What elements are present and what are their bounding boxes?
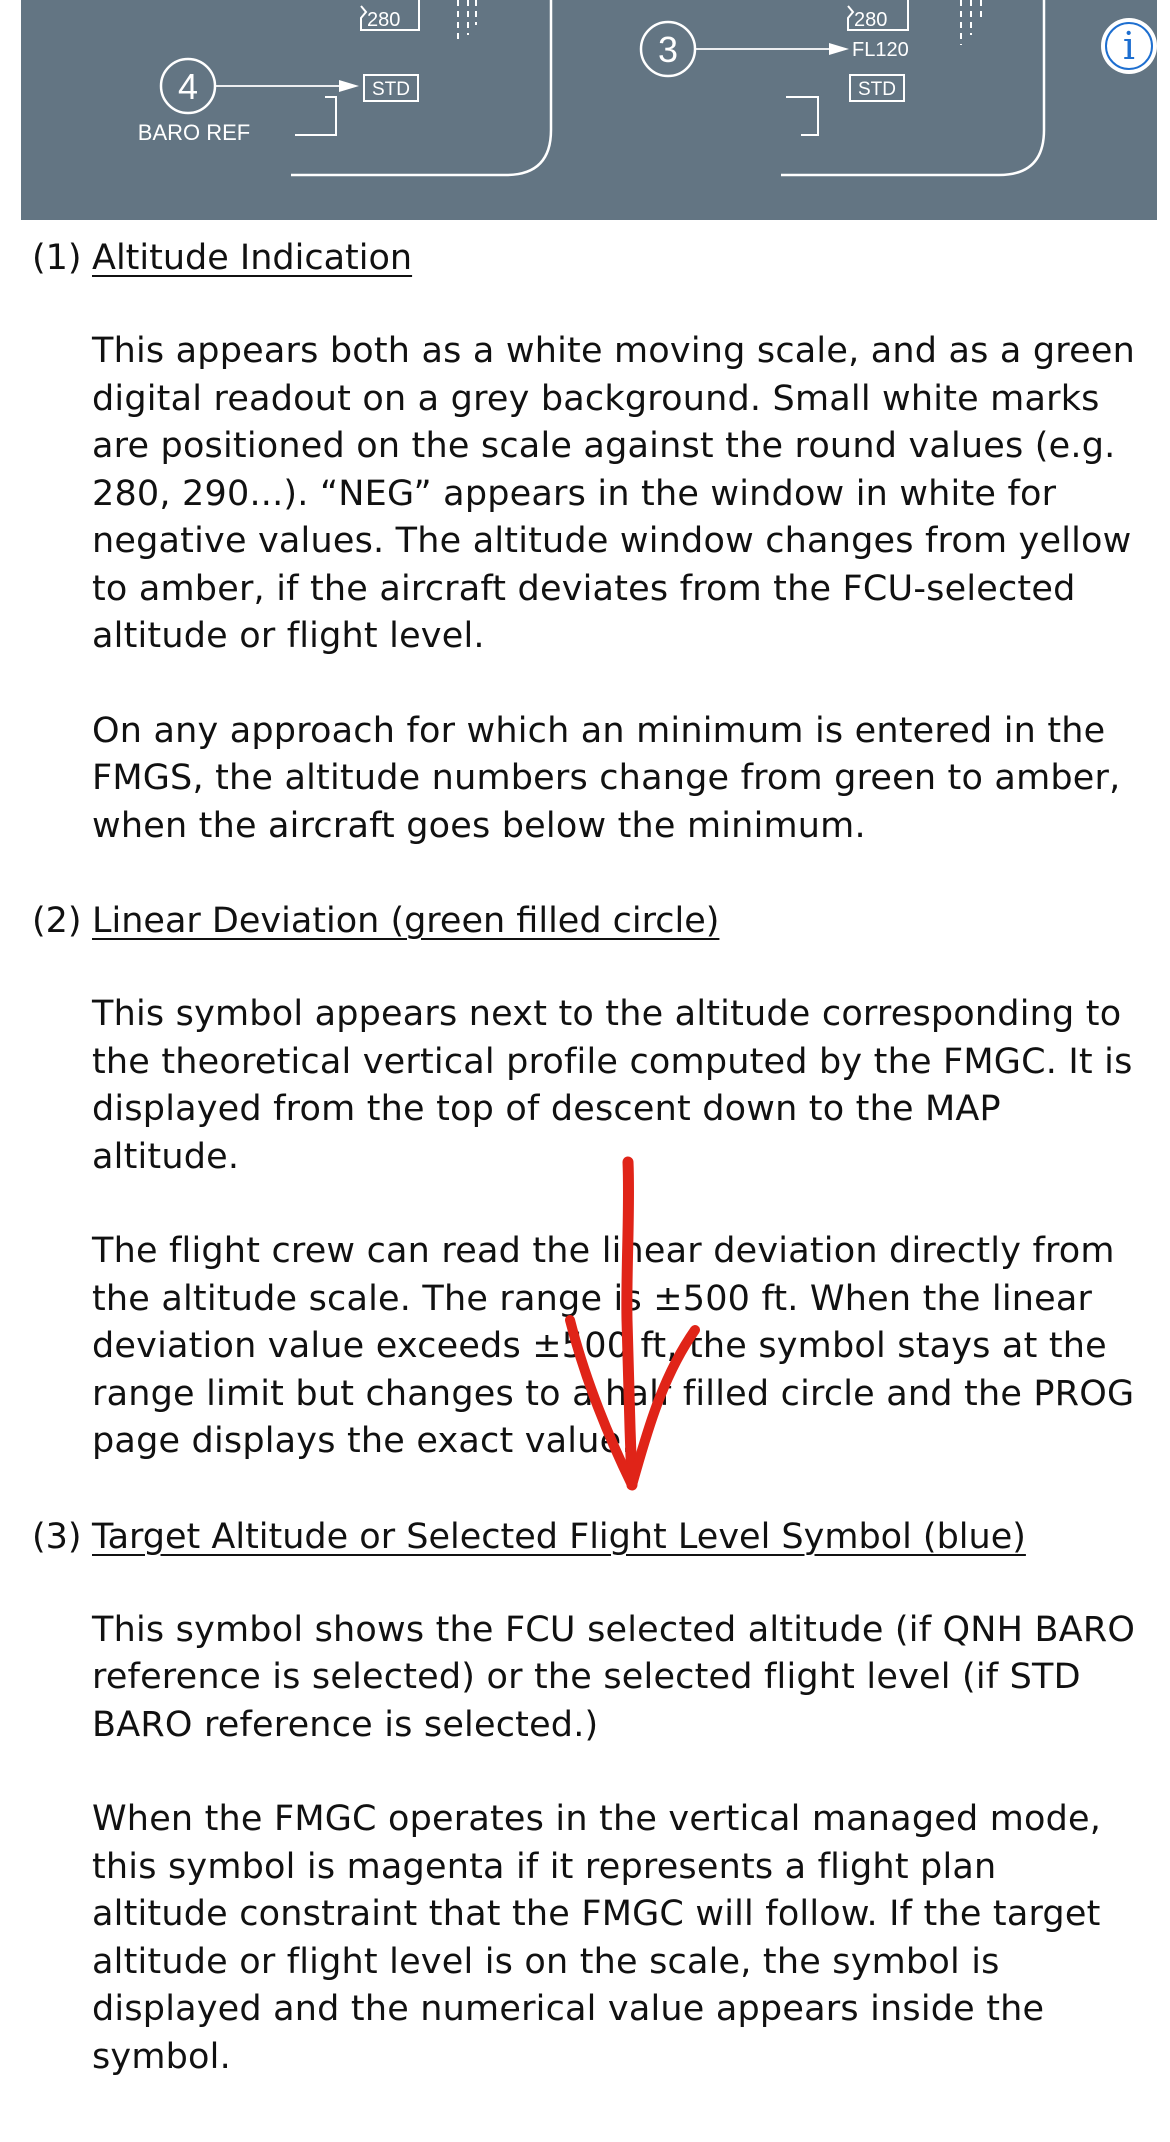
right-std-label: STD bbox=[858, 79, 896, 100]
document-body bbox=[0, 234, 1170, 2128]
left-scale-value: 280 bbox=[367, 9, 401, 31]
left-scale-frame bbox=[291, 0, 551, 175]
section-target-altitude bbox=[0, 1513, 1170, 2082]
left-callout-arrowhead bbox=[339, 80, 359, 92]
left-baro-ref-label: BARO REF bbox=[137, 120, 251, 145]
paragraph: When the FMGC operates in the vertical managed mode, this symbol is magenta if it represents a flight plan altitude constraint that the FMGC will follow. If the target altitude or flight level is on the scale, the symbol is displayed and the numerical value appears inside the symbol. bbox=[92, 1799, 1102, 2077]
section-altitude-indication bbox=[0, 234, 1170, 850]
left-bracket bbox=[295, 97, 336, 135]
paragraph: This appears both as a white moving scale, and as a green digital readout on a grey background. Small white marks are positioned on the scale against the round values (e.g. 280, 290...). “NEG” appears in the window in white for negative values. The altitude window changes from yellow to amber, if the aircraft deviates from the FCU-selected altitude or flight level. bbox=[92, 331, 1135, 656]
info-glyph: i bbox=[1122, 24, 1136, 68]
diagram-drawing bbox=[21, 0, 1157, 220]
right-tape-marks bbox=[961, 0, 981, 45]
right-scale-frame bbox=[781, 0, 1044, 175]
section-number: (1) bbox=[32, 238, 82, 278]
section-title: Target Altitude or Selected Flight Level Symbol (blue) bbox=[92, 1516, 1026, 1557]
left-std-label: STD bbox=[372, 79, 410, 100]
section-heading bbox=[0, 1513, 1170, 1561]
section-heading bbox=[0, 897, 1170, 945]
section-heading bbox=[0, 234, 1170, 282]
paragraph: The flight crew can read the linear deviation directly from the altitude scale. The range is ±500 ft. When the linear deviation value exceeds ±500 ft, the symbol stays at the range limit but changes to a half filled circle and the PROG page displays the exact value. bbox=[92, 1231, 1135, 1461]
left-tape-marks bbox=[458, 0, 476, 40]
section-title: Altitude Indication bbox=[92, 238, 413, 278]
section-title: Linear Deviation (green filled circle) bbox=[92, 901, 720, 941]
right-callout-number: 3 bbox=[657, 29, 679, 70]
paragraph: This symbol appears next to the altitude corresponding to the theoretical vertical profile computed by the FMGC. It is displayed from the top of descent down to the MAP altitude. bbox=[92, 994, 1133, 1177]
section-linear-deviation bbox=[0, 897, 1170, 1466]
section-number: (2) bbox=[32, 901, 82, 941]
paragraph: This symbol shows the FCU selected altitude (if QNH BARO reference is selected) or the selected flight level (if STD BARO reference is selected.) bbox=[92, 1609, 1136, 1745]
pfd-altitude-diagram bbox=[21, 0, 1157, 220]
section-number: (3) bbox=[32, 1516, 82, 1557]
info-button[interactable] bbox=[1101, 18, 1157, 74]
paragraph: On any approach for which an minimum is entered in the FMGS, the altitude numbers change from green to amber, when the aircraft goes below the minimum. bbox=[92, 710, 1121, 846]
left-callout-number: 4 bbox=[177, 66, 199, 107]
right-bracket bbox=[786, 97, 818, 135]
right-target-value: FL120 bbox=[852, 39, 909, 61]
right-scale-value: 280 bbox=[854, 9, 888, 31]
right-callout-arrowhead bbox=[829, 43, 849, 55]
